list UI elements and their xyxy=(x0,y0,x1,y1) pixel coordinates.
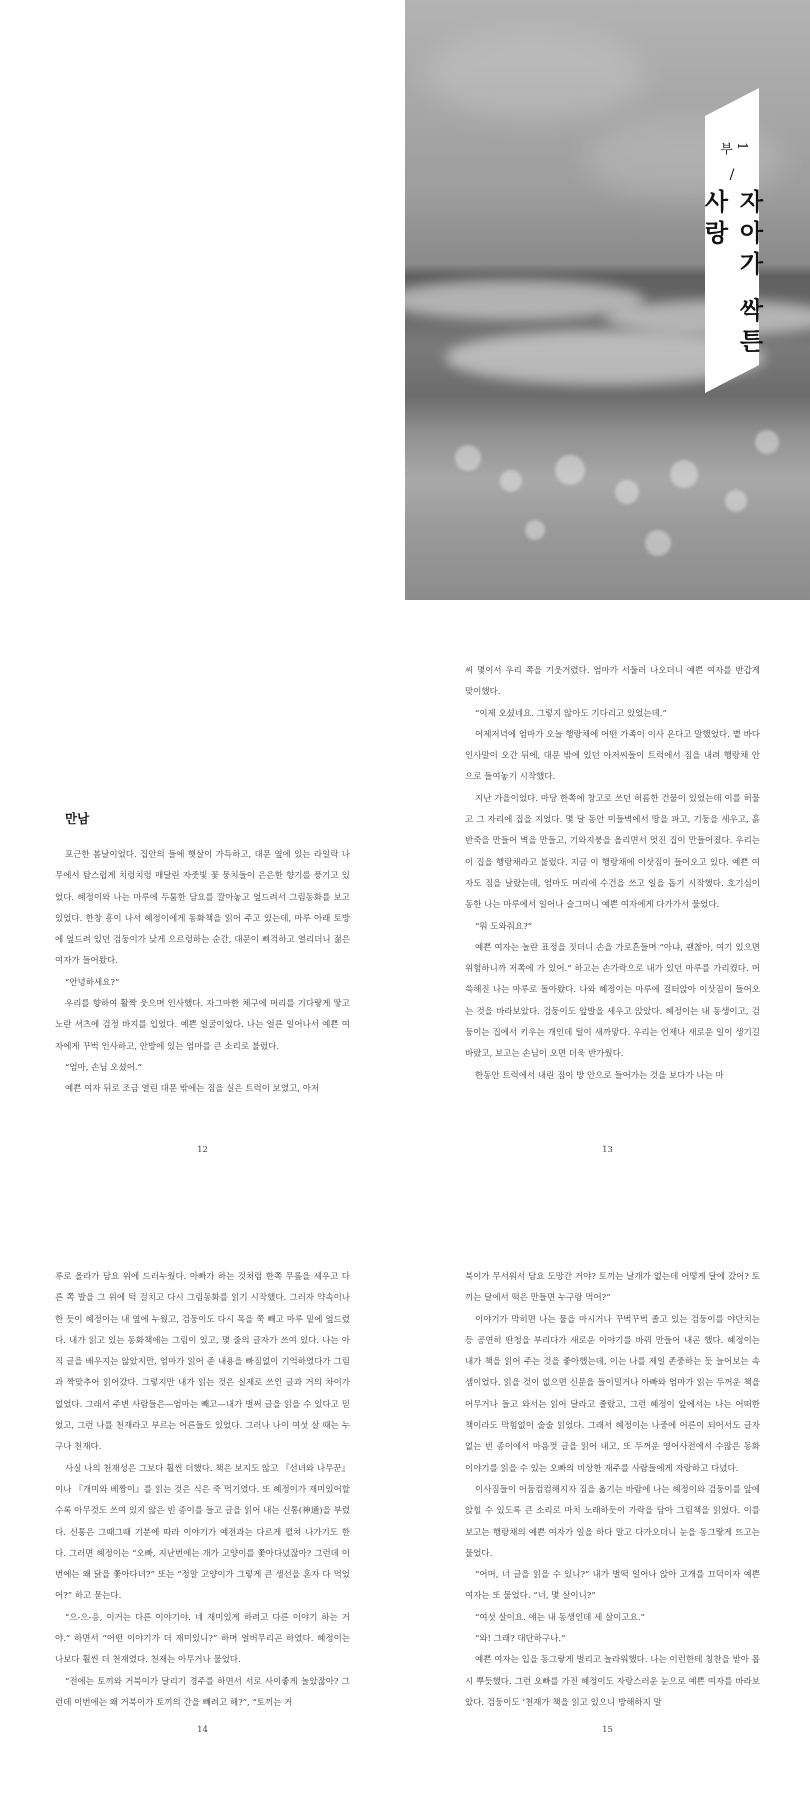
page-number: 13 xyxy=(602,1145,613,1155)
sky-cloud xyxy=(425,30,645,120)
page-15 xyxy=(405,1200,810,1800)
opener-spread xyxy=(0,0,810,600)
paragraph: “전에는 토끼와 거북이가 달리기 경주를 하면서 서로 사이좋게 놀았잖아? 그런데 이번에는 왜 거북이가 토끼의 간을 빼려고 해?”, “토끼는 거 xyxy=(55,1676,350,1708)
paragraph: 한동안 트럭에서 내린 짐이 방 안으로 들어가는 것을 보다가 나는 마 xyxy=(475,1070,724,1081)
page-number: 12 xyxy=(197,1145,208,1155)
part-title-banner xyxy=(700,88,764,393)
page-14 xyxy=(0,1200,405,1800)
paragraph: 루로 올라가 담요 위에 드러누웠다. 아빠가 하는 것처럼 한쪽 무릎을 세우고 다른 쪽 발을 그 위에 턱 걸치고 다시 그림동화를 읽기 시작했다. 그러자 약속이나 한 듯이 혜정이는 내 옆에 누웠고, 검둥이도 다시 목을 쭉 빼고 마루 밑에 엎드렸다. 내가 읽고 있는 동화책에는 그림이 있고, 몇 줄의 글자가 쓰여 있다. 나는 아직 글을 배우지는 않았지만, 엄마가 읽어 준 내용을 빠짐없이 기억하였다가 그림과 짝맞추어 읽어갔다. 그렇지만 내가 읽는 것은 실제로 쓰인 글과 거의 차이가 없었다. 그래서 주변 사람들은—엄마는 빼고—내가 벌써 글을 읽을 수 있다고 믿었고, 그런 나를 천재라고 부르는 어른들도 있었다. 그러나 나이 여섯 살 때는 누구나 천재다. xyxy=(55,1272,350,1453)
paragraph: 북이가 무서워서 담요 도망간 거야? 토끼는 날개가 없는데 어떻게 달에 갔어? 토끼는 달에서 떡은 만들면 누구랑 먹어?” xyxy=(465,1272,760,1304)
paragraph: “이제 오셨네요. 그렇지 않아도 기다리고 있었는데.” xyxy=(475,708,667,719)
paragraph: 씨 몇이서 우리 쪽을 기웃거렸다. 엄마가 서둘러 나오더니 예쁜 여자를 반갑게 맞이했다. xyxy=(465,666,760,698)
paragraph: “으-으-응, 이거는 다른 이야기야. 네 재미있게 하려고 다른 이야기 하는 거야.” 하면서 “어떤 이야기가 더 재미있니?” 하며 얼버무리곤 하였다. 혜정이는 나보다 훨씬 더 천재였다. 천재는 아무거나 물었다. xyxy=(55,1612,350,1666)
chapter-heading: 만남 xyxy=(65,811,90,826)
part-title: 자아가 싹튼 사랑 xyxy=(700,189,764,360)
bokeh-light xyxy=(615,480,639,504)
bokeh-light xyxy=(755,430,779,454)
page-body xyxy=(55,845,350,1101)
bokeh-light xyxy=(645,530,671,556)
paragraph: “어머, 너 글을 읽을 수 있니?” 내가 벌떡 일어나 앉아 고개를 끄덕이자 예쁜 여자는 또 물었다. “너, 몇 살이니?” xyxy=(465,1570,760,1602)
paragraph: 예쁜 여자는 놀란 표정을 짓더니 손을 가로흔들며 “아냐, 괜찮아, 여기 있으면 위험하니까 저쪽에 가 있어.” 하고는 손가락으로 내가 있던 마루를 가리켰다. 머쓱해진 나는 마루로 돌아왔다. 나와 혜정이는 마루에 걸터앉아 이삿짐이 들어오는 것을 바라보았다. 검둥이도 앞발을 세우고 앉았다. 혜정이는 내 동생이고, 검둥이는 집에서 키우는 개인데 털이 새까맣다. 우리는 언제나 새로운 일이 생기길 바랐고, 보고는 손님이 오면 더욱 반가웠다. xyxy=(465,942,760,1060)
paragraph: 이사짐들이 어둠컴컴해지자 짐을 옮기는 바람에 나는 혜정이와 검둥이를 앞에 앉힐 수 있도록 큰 소리로 마치 노래하듯이 가락을 담아 그림책을 읽었다. 이를 보고는 행랑채의 예쁜 여자가 일을 하다 말고 다가오더니 눈을 동그랗게 뜨고는 물었다. xyxy=(465,1484,760,1559)
bokeh-light xyxy=(725,490,747,512)
bokeh-light xyxy=(455,445,481,471)
page-body xyxy=(55,1267,350,1714)
bokeh-light xyxy=(525,520,545,540)
paragraph: 포근한 봄날이었다. 집안의 들에 햇살이 가득하고, 대문 옆에 있는 라일락 나무에서 탐스럽게 치렁치렁 매달린 자줏빛 꽃 뭉치들이 은은한 향기를 풍기고 있었다. 혜정이와 나는 마루에 두툼한 담요를 깔아놓고 엎드려서 그림동화를 보고 있었다. 한창 흥이 나서 혜정이에게 동화책을 읽어 주고 있는데, 마루 아래 토방에 엎드려 있던 검둥이가 낮게 으르렁하는 순간, 대문이 삐걱하고 열리더니 젊은 여자가 들어왔다. xyxy=(55,850,350,967)
paragraph: “엄마, 손님 오셨어.” xyxy=(65,1062,142,1073)
page-body xyxy=(465,661,760,1087)
page-body xyxy=(465,1267,760,1714)
page-12 xyxy=(0,600,405,1200)
bokeh-light xyxy=(555,455,585,485)
paragraph: 사실 나의 천재성은 그보다 훨씬 더했다. 책은 보지도 않고 『선녀와 나무꾼』이나 『개미와 베짱이』를 읽는 것은 식은 죽 먹기였다. 또 혜정이가 재미있어할수록 아무것도 쓰여 있지 않은 빈 종이를 들고 글을 읽어 내는 신통(神通)을 부렸다. 신통은 그때그때 기분에 따라 이야기가 예전과는 다르게 펼쳐 나가기도 한다. 그러면 혜정이는 “오빠, 지난번에는 개가 고양이를 쫓아다녔잖아? 그런데 이번에는 왜 닭을 쫓아다녀?” 또는 “정말 고양이가 그렇게 큰 생선을 혼자 다 먹었어?” 하고 묻는다. xyxy=(55,1463,350,1602)
bokeh-light xyxy=(670,460,698,488)
paragraph: “뭐 도와줘요?” xyxy=(475,921,533,932)
page-number: 14 xyxy=(197,1725,208,1735)
paragraph: 우리를 향하여 활짝 웃으며 인사했다. 자그마한 체구에 머리를 기다랗게 땋고 노란 셔츠에 검정 바지를 입었다. 예쁜 얼굴이었다. 나는 얼른 일어나서 예쁜 여자에게 꾸벅 인사하고, 안방에 있는 엄마를 큰 소리로 불렀다. xyxy=(55,999,350,1052)
paragraph: “안녕하세요?” xyxy=(65,977,120,988)
page-13 xyxy=(405,600,810,1200)
part-number: 1부 xyxy=(717,142,749,156)
paragraph: “여섯 살이요. 얘는 내 동생인데 세 살이고요.” xyxy=(475,1612,645,1623)
part-separator: / xyxy=(729,167,735,184)
paragraph: 예쁜 여자는 입을 동그랗게 벌리고 놀라워했다. 나는 이런한테 칭찬을 받아 몹시 뿌듯했다. 그런 오빠를 가진 혜정이도 자랑스러운 눈으로 예쁜 여자를 바라보았다. 검둥이도 ‘천재가 책을 읽고 있으니 방해하지 말 xyxy=(465,1655,760,1708)
paragraph: “와! 그래? 대단하구나.” xyxy=(475,1634,566,1645)
paragraph: 지난 가을이었다. 마당 한쪽에 창고로 쓰던 허름한 건물이 있었는데 이를 허물고 그 자리에 집을 지었다. 몇 달 동안 미들벽에서 땅을 파고, 기둥을 세우고, 흙 반죽을 만들어 벽을 만들고, 기와지붕을 올리면서 멋진 집이 만들어졌다. 우리는 이 집을 행랑채라고 불렀다. 지금 이 행랑채에 이삿짐이 들어오고 있다. 예쁜 여자도 짐을 날랐는데, 엄마도 머리에 수건을 쓰고 일을 돕기 시작했다. 호기심이 동한 나는 마루에서 일어나 슬그머니 예쁜 여자에게 다가가서 물었다. xyxy=(465,793,760,911)
paragraph: 어제저녁에 엄마가 오늘 행랑채에 어떤 가족이 이사 온다고 말했었다. 볕 바다 인사말이 오간 뒤에, 대문 밖에 있던 아저씨들이 트럭에서 짐을 내려 행랑채 안으로 들여놓기 시작했다. xyxy=(465,729,760,783)
page-number: 15 xyxy=(602,1725,613,1735)
paragraph: 이야기가 막히면 나는 물을 마시거나 꾸벅꾸벅 졸고 있는 검둥이를 야단치는 등 공연히 딴청을 부리다가 새로운 이야기를 바꿔 만들어 내곤 했다. 혜정이는 내가 책을 읽어 주는 것을 좋아했는데, 이는 나를 제일 존중하는 듯 늘어보는 속셈이었다. 읽을 것이 없으면 신문을 들이밀거나 아빠와 엄마가 읽는 두꺼운 책을 어무거나 들고 와서는 읽어 달라고 졸랐고, 그런 혜정이 앞에서는 나는 어떠한 책이라도 막힘없이 술술 읽었다. 그래서 혜정이는 나중에 어른이 되어서도 글자 없는 빈 종이에서 마음껏 글을 읽어 내고, 또 두꺼운 영어사전에서 수많은 동화 이야기를 읽을 수 있는 오빠의 비상한 재주를 사람들에게 자랑하고 다녔다. xyxy=(465,1314,760,1474)
paragraph: 예쁜 여자 뒤로 조금 열린 대문 밖에는 짐을 실은 트럭이 보였고, 아저 xyxy=(65,1084,320,1095)
bokeh-light xyxy=(500,470,522,492)
sea-wave-photo xyxy=(405,0,810,600)
